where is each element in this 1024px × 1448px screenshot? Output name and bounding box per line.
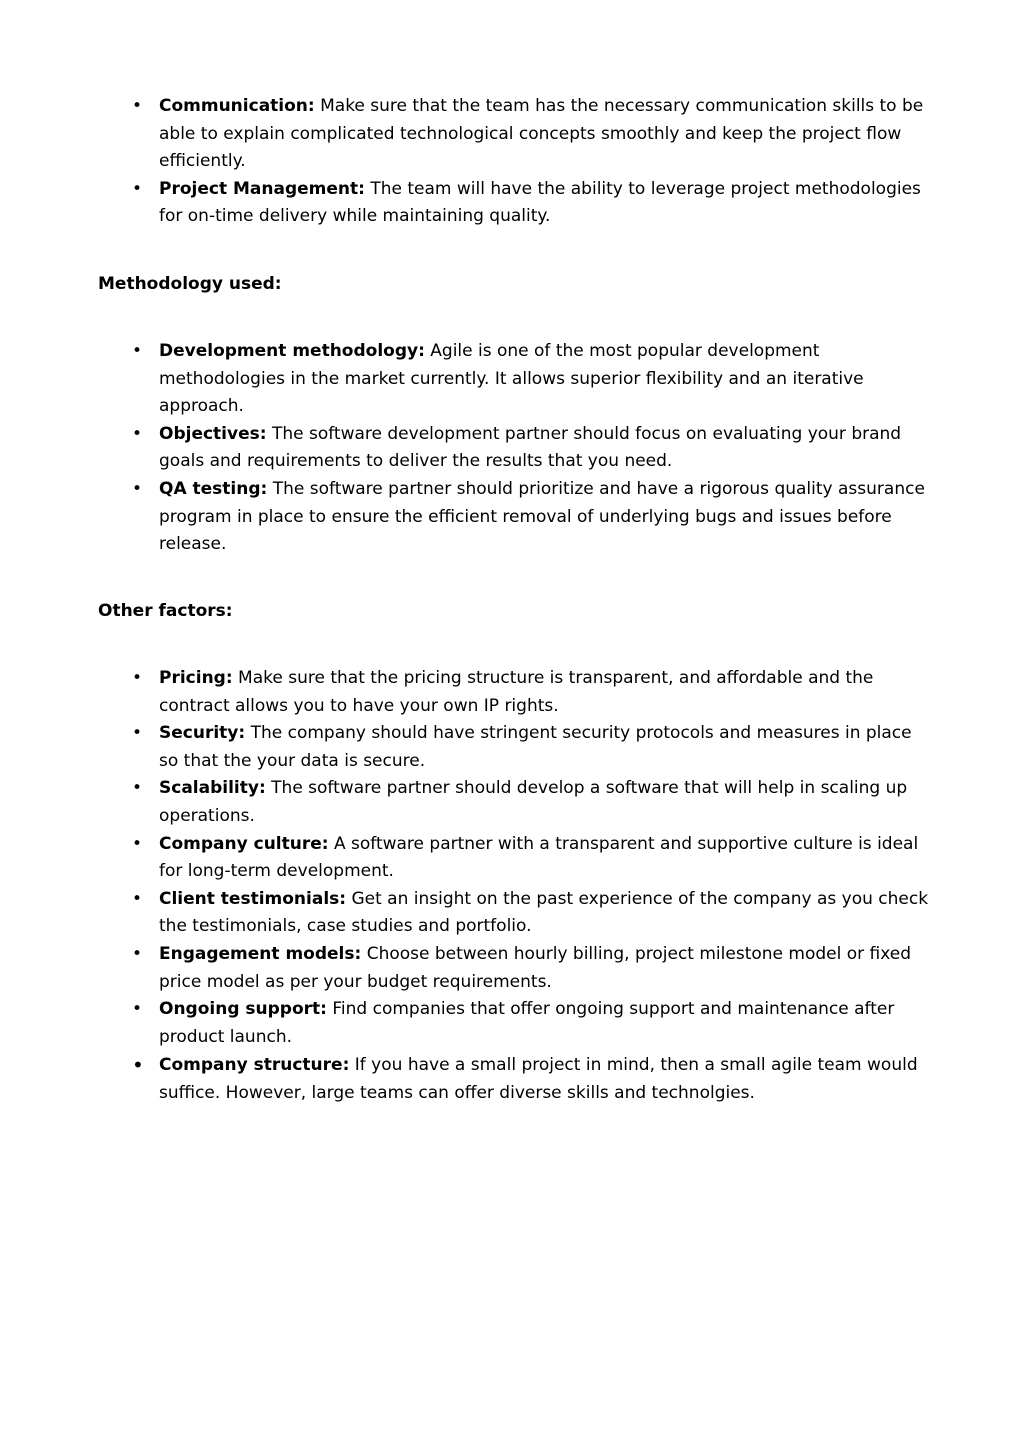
list-item bbox=[0, 831, 1024, 886]
item-term: Pricing: bbox=[159, 668, 233, 688]
bullet: • bbox=[132, 833, 143, 854]
other-factors-list bbox=[0, 665, 1024, 1108]
item-text: The software partner should prioritize and have a rigorous quality assurance program in place to ensure the efficient removal of underlying bugs and issues before release. bbox=[159, 478, 925, 555]
list-item bbox=[0, 720, 1024, 775]
item-text: Make sure that the pricing structure is transparent, and affordable and the contract allows you to have your own IP rights. bbox=[159, 668, 874, 716]
intro-list bbox=[0, 93, 1024, 231]
item-term: Ongoing support: bbox=[159, 999, 327, 1020]
item-text: The software partner should develop a software that will help in scaling up operations. bbox=[159, 778, 908, 826]
bullet: • bbox=[132, 1053, 144, 1078]
methodology-list bbox=[0, 338, 1024, 559]
item-term: Scalability: bbox=[159, 778, 266, 799]
bullet: • bbox=[132, 178, 143, 199]
item-text: The team will have the ability to leverage project methodologies for on-time delivery while maintaining quality. bbox=[159, 178, 921, 227]
item-text: Agile is one of the most popular development methodologies in the market currently. It allows superior flexibility and an iterative approach. bbox=[159, 341, 864, 417]
item-term: Development methodology: bbox=[159, 341, 425, 361]
item-term: Company structure: bbox=[159, 1055, 350, 1076]
bullet: • bbox=[132, 96, 143, 116]
bullet: • bbox=[132, 999, 143, 1020]
item-text: The company should have stringent security protocols and measures in place so that the your data is secure. bbox=[159, 723, 912, 771]
item-term: Objectives: bbox=[159, 423, 267, 444]
bullet: • bbox=[132, 478, 143, 499]
list-item bbox=[0, 886, 1024, 941]
bullet: • bbox=[132, 943, 143, 964]
list-item bbox=[0, 338, 1024, 421]
item-text: Find companies that offer ongoing support and maintenance after product launch. bbox=[159, 999, 895, 1047]
bullet: • bbox=[132, 423, 143, 444]
other-factors-heading: Other factors: bbox=[98, 601, 233, 621]
item-term: Project Management: bbox=[159, 178, 365, 199]
list-item bbox=[0, 476, 1024, 559]
list-item bbox=[0, 176, 1024, 231]
item-term: Security: bbox=[159, 723, 246, 744]
item-text: A software partner with a transparent and supportive culture is ideal for long-term development. bbox=[159, 833, 919, 882]
item-term: Client testimonials: bbox=[159, 888, 347, 909]
item-term: Communication: bbox=[159, 96, 315, 116]
list-item bbox=[0, 93, 1024, 176]
item-text: Choose between hourly billing, project milestone model or fixed price model as per your budget requirements. bbox=[159, 943, 912, 992]
item-term: Engagement models: bbox=[159, 943, 362, 964]
list-item bbox=[0, 775, 1024, 830]
list-item bbox=[0, 996, 1024, 1051]
item-text: The software development partner should focus on evaluating your brand goals and requirements to deliver the results that you need. bbox=[159, 423, 902, 472]
item-text: Get an insight on the past experience of the company as you check the testimonials, case studies and portfolio. bbox=[159, 888, 929, 937]
bullet: • bbox=[132, 341, 143, 361]
methodology-heading: Methodology used: bbox=[98, 274, 282, 294]
item-text: Make sure that the team has the necessary communication skills to be able to explain complicated technological concepts smoothly and keep the project flow efficiently. bbox=[159, 96, 924, 172]
list-item bbox=[0, 941, 1024, 996]
item-text: If you have a small project in mind, then a small agile team would suffice. However, large teams can offer diverse skills and technolgies. bbox=[159, 1055, 918, 1103]
bullet: • bbox=[132, 668, 143, 688]
item-term: QA testing: bbox=[159, 478, 268, 499]
list-item bbox=[0, 1052, 1024, 1107]
bullet: • bbox=[132, 723, 143, 744]
item-term: Company culture: bbox=[159, 833, 329, 854]
bullet: • bbox=[132, 778, 143, 799]
bullet: • bbox=[132, 888, 143, 909]
list-item bbox=[0, 665, 1024, 720]
list-item bbox=[0, 421, 1024, 476]
